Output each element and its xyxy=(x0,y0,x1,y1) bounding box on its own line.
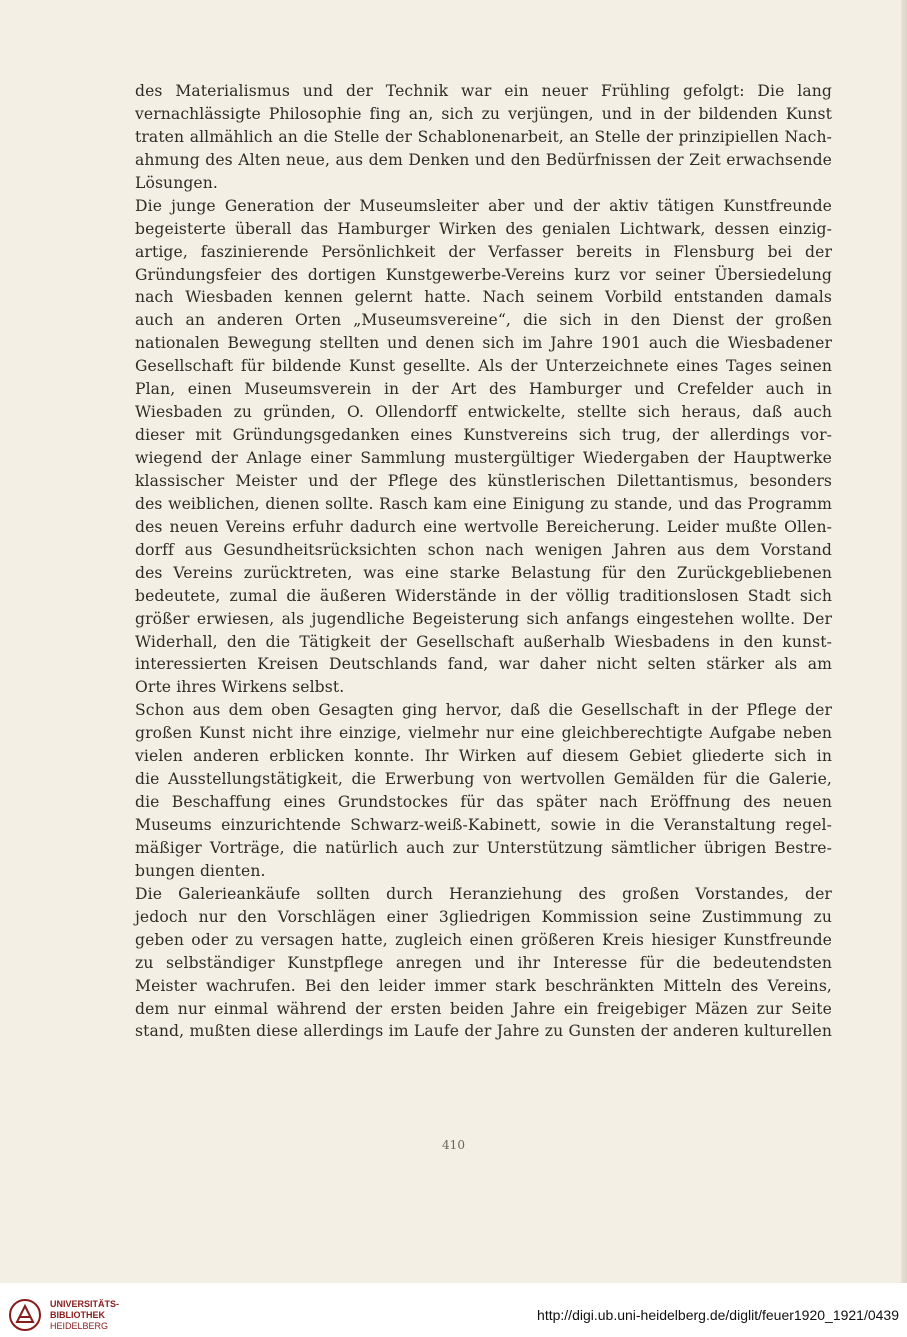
text-line: traten allmählich an die Stelle der Schablonenarbeit, an Stelle der prinzipiellen Nach- xyxy=(135,127,832,146)
library-name xyxy=(50,1299,119,1332)
text-line: ahmung des Alten neue, aus dem Denken und den Bedürfnissen der Zeit erwachsende xyxy=(135,150,832,169)
text-line: vielen anderen erblicken konnte. Ihr Wirken auf diesem Gebiet gliederte sich in xyxy=(135,747,832,766)
text-line: jedoch nur den Vorschlägen einer 3gliedrigen Kommission seine Zustimmung zu xyxy=(135,907,832,926)
text-line: des Vereins zurücktreten, was eine starke Belastung für den Zurückgebliebenen xyxy=(135,563,832,582)
library-name-line: HEIDELBERG xyxy=(50,1321,109,1331)
text-line: Meister wachrufen. Bei den leider immer stark beschränkten Mitteln des Vereins, xyxy=(135,976,832,995)
text-line: geben oder zu versagen hatte, zugleich einen größeren Kreis hiesiger Kunstfreunde xyxy=(135,930,832,949)
text-line: mäßiger Vorträge, die natürlich auch zur Unterstützung sämtlicher übrigen Bestre- xyxy=(135,838,832,857)
text-line: bungen dienten. xyxy=(135,861,266,880)
page-number: 410 xyxy=(442,1138,465,1152)
library-name-line: UNIVERSITÄTS- xyxy=(50,1299,120,1309)
text-line: auch an anderen Orten „Museumsvereine“, die sich in den Dienst der großen xyxy=(135,311,832,330)
page-edge xyxy=(901,0,907,1283)
text-line: nationalen Bewegung stellten und denen sich im Jahre 1901 auch die Wiesbadener xyxy=(135,334,832,353)
text-line: Gründungsfeier des dortigen Kunstgewerbe-Vereins kurz vor seiner Übersiedelung xyxy=(135,265,832,284)
text-line: großen Kunst nicht ihre einzige, vielmehr nur eine gleichberechtigte Aufgabe neben xyxy=(135,724,832,743)
text-line: Widerhall, den die Tätigkeit der Gesellschaft außerhalb Wiesbadens in den kunst- xyxy=(135,632,832,651)
text-line: Museums einzurichtende Schwarz-weiß-Kabinett, sowie in die Veranstaltung regel- xyxy=(135,816,832,834)
text-line: größer erwiesen, als jugendliche Begeisterung sich anfangs eingestehen wollte. Der xyxy=(135,609,832,628)
text-line: des Materialismus und der Technik war ein neuer Frühling gefolgt: Die lang xyxy=(135,82,832,100)
text-line: Die junge Generation der Museumsleiter aber und der aktiv tätigen Kunstfreunde xyxy=(135,196,832,215)
text-line: dorff aus Gesundheitsrücksichten schon nach wenigen Jahren aus dem Vorstand xyxy=(135,540,832,559)
text-line: wiegend der Anlage einer Sammlung mustergültiger Wiedergaben der Hauptwerke xyxy=(135,449,832,467)
library-seal-icon xyxy=(8,1298,42,1332)
library-logo[interactable] xyxy=(8,1295,128,1335)
text-line: des weiblichen, dienen sollte. Rasch kam eine Einigung zu stande, und das Programm xyxy=(135,494,832,513)
text-line: des neuen Vereins erfuhr dadurch eine wertvolle Bereicherung. Leider mußte Ollen- xyxy=(135,517,832,536)
body-text xyxy=(135,80,832,1043)
text-line: Wiesbaden zu gründen, O. Ollendorff entwickelte, stellte sich heraus, daß auch xyxy=(135,403,832,422)
text-line: stand, mußten diese allerdings im Laufe der Jahre zu Gunsten der anderen kulturellen xyxy=(135,1022,832,1041)
text-line: Schon aus dem oben Gesagten ging hervor, daß die Gesellschaft in der Pflege der xyxy=(135,701,832,720)
text-line: dieser mit Gründungsgedanken eines Kunstvereins sich trug, der allerdings vor- xyxy=(135,426,832,445)
text-line: nach Wiesbaden kennen gelernt hatte. Nach seinem Vorbild entstanden damals xyxy=(135,288,832,307)
text-line: Die Galerieankäufe sollten durch Heranziehung des großen Vorstandes, der xyxy=(135,884,832,903)
text-line: Lösungen. xyxy=(135,173,218,192)
text-line: dem nur einmal während der ersten beiden Jahre ein freigebiger Mäzen zur Seite xyxy=(135,999,832,1018)
text-line: vernachlässigte Philosophie fing an, sich zu verjüngen, und in der bildenden Kunst xyxy=(135,104,832,123)
text-line: begeisterte überall das Hamburger Wirken des genialen Lichtwark, dessen einzig- xyxy=(135,219,832,238)
text-line: klassischer Meister und der Pflege des künstlerischen Dilettantismus, besonders xyxy=(135,471,832,490)
text-line: artige, faszinierende Persönlichkeit der Verfasser bereits in Flensburg bei der xyxy=(135,242,832,261)
footer-bar xyxy=(0,1283,907,1337)
library-name-line: BIBLIOTHEK xyxy=(50,1310,105,1320)
text-line: interessierten Kreisen Deutschlands fand, war daher nicht selten stärker als am xyxy=(135,655,832,674)
text-line: bedeutete, zumal die äußeren Widerstände in der völlig traditionslosen Stadt sich xyxy=(135,586,832,605)
text-line: Orte ihres Wirkens selbst. xyxy=(135,678,345,697)
text-line: die Ausstellungstätigkeit, die Erwerbung von wertvollen Gemälden für die Galerie, xyxy=(135,770,832,789)
text-line: die Beschaffung eines Grundstockes für das später nach Eröffnung des neuen xyxy=(135,793,832,812)
text-line: Gesellschaft für bildende Kunst gesellte. Als der Unterzeichnete eines Tages seinen xyxy=(135,357,832,376)
permalink-url[interactable]: http://digi.ub.uni-heidelberg.de/diglit/feuer1920_1921/0439 xyxy=(537,1307,899,1323)
text-line: zu selbständiger Kunstpflege anregen und ihr Interesse für die bedeutendsten xyxy=(135,953,832,972)
text-line: Plan, einen Museumsverein in der Art des Hamburger und Crefelder auch in xyxy=(135,380,832,399)
